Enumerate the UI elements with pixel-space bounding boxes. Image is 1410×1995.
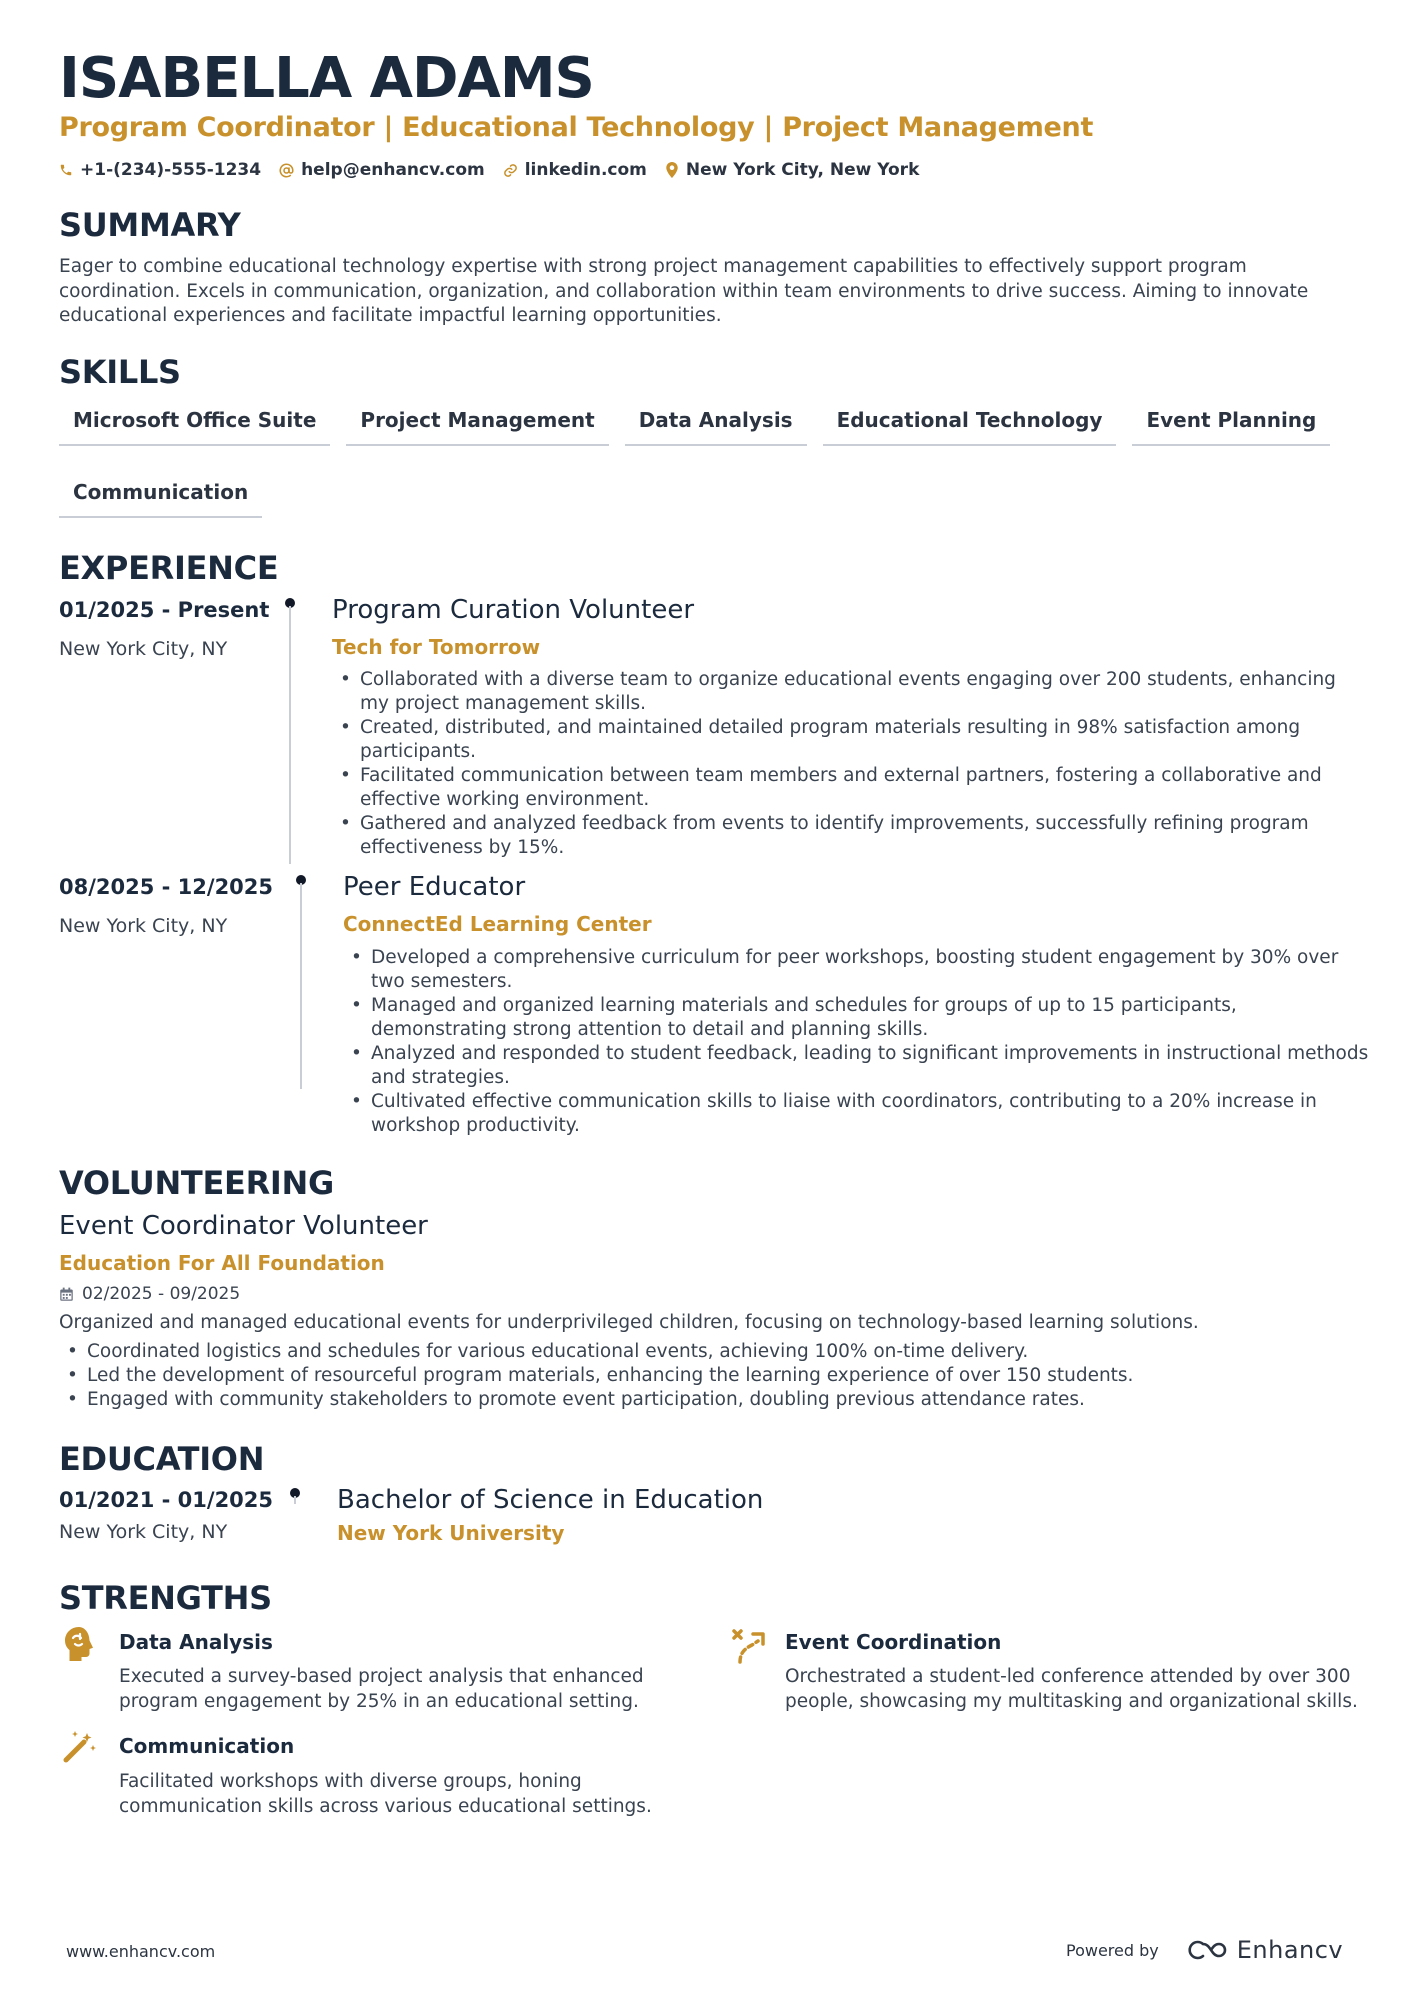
timeline-line: [300, 883, 302, 1089]
bullet-item: • Developed a comprehensive curriculum for peer workshops, boosting student engagement by 30% over two semesters.: [371, 946, 1371, 994]
volunteering-date-row: [59, 1284, 240, 1304]
email-text: help@enhancv.com: [301, 160, 485, 180]
volunteering-bullets: [59, 1340, 1347, 1412]
strength-title: Communication: [119, 1734, 295, 1758]
brand-name: Enhancv: [1236, 1936, 1344, 1964]
bullet-item: • Engaged with community stakeholders to promote event participation, doubling previous attendance rates.: [87, 1388, 1347, 1412]
skill-tag: Project Management: [346, 400, 608, 446]
contact-email[interactable]: [279, 160, 485, 180]
phone-text: +1-(234)-555-1234: [80, 160, 262, 180]
education-school: New York University: [337, 1521, 565, 1545]
timeline-line: [294, 1496, 296, 1504]
phone-icon: [59, 163, 73, 177]
contact-bar: [59, 160, 919, 180]
enhancv-logo[interactable]: [1183, 1936, 1343, 1964]
summary-text: Eager to combine educational technology expertise with strong project management capabilities to effectively support program coordination. Excels in communication, organization, and collaboration within team environments to drive success. Aiming to innovate educational experiences and facilitate impactful learning opportunities.: [59, 256, 1309, 326]
education-date: 01/2021 - 01/2025: [59, 1488, 274, 1512]
experience-role: Program Curation Volunteer: [332, 595, 695, 625]
skill-tag: Educational Technology: [823, 400, 1117, 446]
strength-description: Facilitated workshops with diverse groups, honing communication skills across various educational settings.: [119, 1771, 652, 1817]
experience-role: Peer Educator: [343, 872, 526, 902]
strength-title: Data Analysis: [119, 1630, 273, 1654]
candidate-name: ISABELLA ADAMS: [59, 46, 594, 111]
volunteering-title: VOLUNTEERING: [59, 1164, 334, 1202]
route-icon: [731, 1628, 767, 1664]
volunteering-organization: Education For All Foundation: [59, 1251, 385, 1275]
bullet-item: • Created, distributed, and maintained detailed program materials resulting in 98% satisfaction among participants.: [360, 716, 1370, 764]
linkedin-text: linkedin.com: [524, 160, 647, 180]
bullet-item: • Gathered and analyzed feedback from events to identify improvements, successfully refining program effectiveness by 15%.: [360, 812, 1370, 860]
experience-location: New York City, NY: [59, 915, 228, 937]
headline: Program Coordinator | Educational Technology | Project Management: [59, 112, 1094, 143]
enhancv-logo-icon: [1183, 1938, 1229, 1962]
strength-description: Executed a survey-based project analysis that enhanced program engagement by 25% in an educational setting.: [119, 1666, 644, 1712]
contact-phone[interactable]: [59, 160, 261, 180]
location-pin-icon: [665, 162, 679, 178]
education-degree: Bachelor of Science in Education: [337, 1485, 764, 1515]
footer-website[interactable]: www.enhancv.com: [66, 1942, 216, 1961]
brain-icon: [63, 1626, 95, 1662]
experience-company: Tech for Tomorrow: [332, 635, 541, 659]
education-location: New York City, NY: [59, 1521, 228, 1543]
bullet-item: • Coordinated logistics and schedules for various educational events, achieving 100% on-time delivery.: [87, 1340, 1347, 1364]
strength-title: Event Coordination: [785, 1630, 1002, 1654]
bullet-item: • Led the development of resourceful program materials, enhancing the learning experience of over 150 students.: [87, 1364, 1347, 1388]
bullet-item: • Managed and organized learning materials and schedules for groups of up to 15 participants, demonstrating strong attention to detail and planning skills.: [371, 994, 1371, 1042]
experience-date: 08/2025 - 12/2025: [59, 875, 274, 899]
skill-tag: Event Planning: [1132, 400, 1330, 446]
experience-location: New York City, NY: [59, 638, 228, 660]
education-title: EDUCATION: [59, 1440, 265, 1478]
experience-company: ConnectEd Learning Center: [343, 912, 652, 936]
magic-wand-icon: [63, 1729, 97, 1763]
experience-date: 01/2025 - Present: [59, 598, 270, 622]
link-icon: [503, 163, 518, 178]
bullet-item: • Facilitated communication between team members and external partners, fostering a collaborative and effective working environment.: [360, 764, 1370, 812]
experience-bullets: [343, 946, 1371, 1138]
volunteering-date: 02/2025 - 09/2025: [82, 1284, 241, 1304]
skills-title: SKILLS: [59, 353, 181, 391]
calendar-icon: [59, 1287, 74, 1302]
skill-tag: Microsoft Office Suite: [59, 400, 330, 446]
bullet-item: • Cultivated effective communication skills to liaise with coordinators, contributing to a 20% increase in workshop productivity.: [371, 1090, 1371, 1138]
experience-bullets: [332, 668, 1370, 860]
experience-title: EXPERIENCE: [59, 549, 279, 587]
contact-location: [665, 160, 919, 180]
volunteering-description: Organized and managed educational events for underprivileged children, focusing on technology-based learning solutions.: [59, 1312, 1199, 1333]
at-icon: [279, 163, 294, 178]
powered-by-text: Powered by: [1066, 1940, 1159, 1960]
contact-linkedin[interactable]: [503, 160, 647, 180]
strengths-title: STRENGTHS: [59, 1579, 272, 1617]
footer-branding: [1066, 1936, 1343, 1964]
location-text: New York City, New York: [685, 160, 920, 180]
bullet-item: • Analyzed and responded to student feedback, leading to significant improvements in instructional methods and strategies.: [371, 1042, 1371, 1090]
skill-tag: Communication: [59, 472, 262, 518]
strength-description: Orchestrated a student-led conference attended by over 300 people, showcasing my multitasking and organizational skills.: [785, 1666, 1358, 1712]
timeline-line: [289, 606, 291, 864]
volunteering-role: Event Coordinator Volunteer: [59, 1211, 428, 1241]
summary-title: SUMMARY: [59, 206, 241, 244]
skill-tag: Data Analysis: [625, 400, 807, 446]
bullet-item: • Collaborated with a diverse team to organize educational events engaging over 200 students, enhancing my project management skills.: [360, 668, 1370, 716]
skills-list: [59, 400, 1359, 518]
